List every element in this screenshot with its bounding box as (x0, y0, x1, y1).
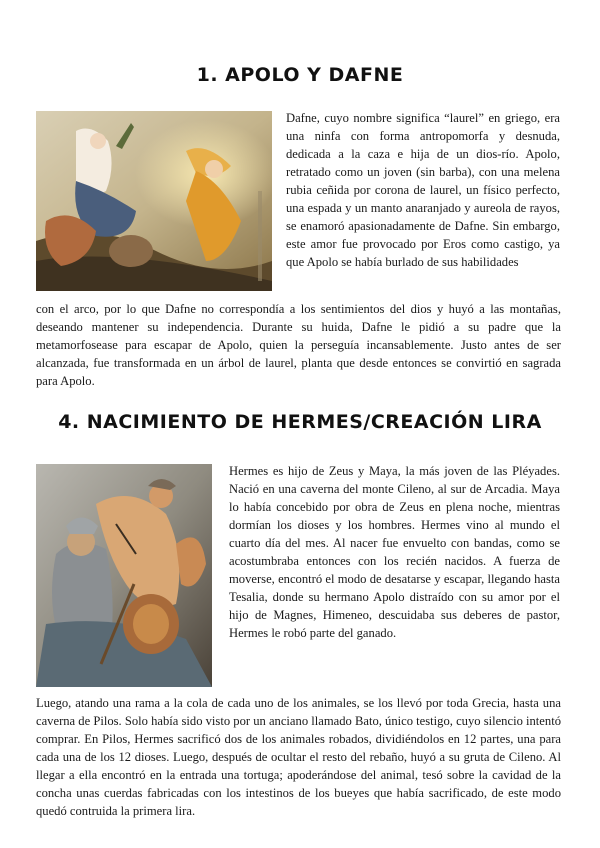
apolo-dafne-continuation-text: con el arco, por lo que Dafne no correspondía a los sentimientos del dios y huyó a las montañas, deseando mantener su independencia. Durante su huida, Dafne le pidió a su padre que la metamorfosease para escapar de Apolo, quien la perseguía incansablemente. Justo antes de ser alcanzada, fue transformada en un árbol de laurel, planta que desde entonces se convirtió en sagrada para Apolo. (36, 302, 561, 388)
hermes-continuation-text: Luego, atando una rama a la cola de cada uno de los animales, se los llevó por toda Grecia, hasta una caverna de Pilos. Solo había sido visto por un anciano llamado Bato, único testigo, cuyo silencio intentó comprar. En Pilos, Hermes sacrificó dos de los animales robados, dividiéndolos en 12 partes, una para cada una de los 12 dioses. Luego, después de ocultar el resto del rebaño, huyó a su gruta de Cileno. Al llegar a ella encontró en la entrada una tortuga; apoderándose del animal, tesó sobre la cavidad de la concha unas cuerdas fabricadas con los intestinos de los bueyes que había sacrificado, de este modo quedó contruida la primera lira. (36, 696, 561, 818)
hermes-athena-painting (36, 464, 212, 687)
hermes-intro-text: Hermes es hijo de Zeus y Maya, la más joven de las Pléyades. Nació en una caverna del monte Cileno, al sur de Arcadia. Maya lo había concebido por obra de Zeus en plena noche, mientras dormían los dioses y los hombres. Hermes vino al mundo el cuarto día del mes. Al nacer fue envuelto con bandas, como se acostumbraba entonces con los recién nacidos. A fuerza de moverse, encontró el modo de desatarse y escapar, llegando hasta Tesalia, donde su hermano Apolo distraído con su amor por el hijo de Magnes, Himeneo, descuidaba sus deberes de pastor, Hermes le robó parte del ganado. (229, 464, 560, 640)
section-title-hermes-lira: 4. NACIMIENTO DE HERMES/CREACIÓN LIRA (58, 411, 542, 433)
section-title-apolo-dafne: 1. APOLO Y DAFNE (196, 64, 404, 86)
apolo-dafne-intro-text: Dafne, cuyo nombre significa “laurel” en griego, era una ninfa con forma antropomorfa y desnuda, dedicada a la caza e hija de un dios-río. Apolo, retratado como un joven (sin barba), con una melena rubia ceñida por corona de laurel, un físico perfecto, una espada y un manto anaranjado y aureola de rayos, se enamoró apasionadamente de Dafne. Sin embargo, este amor fue provocado por Eros como castigo, ya que Apolo se había burlado de sus habilidades (286, 111, 560, 269)
apollo-daphne-painting (36, 111, 272, 291)
